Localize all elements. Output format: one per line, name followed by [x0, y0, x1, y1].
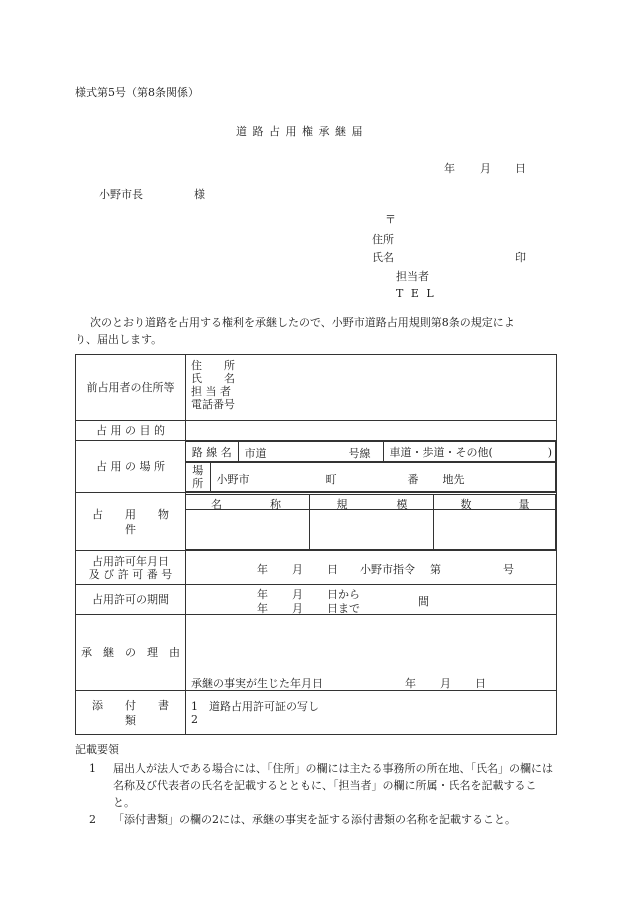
permit-dai: 第	[430, 563, 441, 576]
route-field[interactable]	[238, 442, 383, 462]
notes-heading: 記載要領	[75, 743, 119, 756]
chisaki-label: 地先	[442, 473, 465, 486]
col-qty-1: 数	[460, 497, 472, 511]
permit-field[interactable]	[186, 551, 557, 585]
place-label-2: 所	[192, 477, 204, 490]
col-scale-header	[309, 494, 433, 509]
note-2-text: 「添付書類」の欄の2には、承継の事実を証する添付書類の名称を記載すること。	[113, 813, 516, 826]
reason-day: 日	[475, 677, 486, 690]
route-row	[186, 441, 556, 462]
period-row	[76, 585, 557, 615]
prev-name-label: 氏 名	[191, 372, 235, 385]
col-scale-1: 規	[336, 497, 348, 511]
route-number-label: 号線	[348, 447, 371, 460]
permit-day: 日	[327, 563, 338, 576]
object-name-field[interactable]	[186, 509, 309, 549]
applicant-address-label: 住所	[372, 233, 394, 246]
city-road-label: 市道	[244, 447, 267, 460]
postal-mark: 〒	[385, 213, 396, 226]
place-label	[186, 463, 210, 492]
date-month: 月	[480, 162, 491, 175]
col-qty-header	[433, 494, 556, 509]
intro-line-1: 次のとおり道路を占用する権利を承継したので、小野市道路占用規則第8条の規定によ	[90, 316, 515, 329]
location-row	[76, 441, 557, 493]
town-label: 町	[325, 473, 337, 486]
permit-label	[76, 551, 186, 585]
reason-field[interactable]	[186, 615, 557, 691]
note-item-2	[75, 811, 557, 828]
seal-mark: 印	[515, 251, 526, 264]
banchi-label: 番	[407, 473, 419, 486]
period-to-year: 年	[257, 602, 268, 615]
tel-label: T E L	[396, 287, 436, 300]
objects-row	[76, 493, 557, 551]
object-scale-field[interactable]	[309, 509, 433, 549]
city-label: 小野市	[216, 473, 250, 486]
period-field[interactable]	[186, 585, 557, 615]
period-label: 占用許可の期間	[76, 585, 186, 615]
reason-year: 年	[405, 677, 416, 690]
objects-grid	[186, 494, 556, 550]
col-name-1: 名	[211, 497, 222, 511]
period-kan: 間	[418, 595, 429, 608]
place-row	[186, 462, 556, 492]
reason-row	[76, 615, 557, 691]
objects-label: 占 用 物 件	[76, 493, 186, 551]
permit-row	[76, 551, 557, 585]
col-name-2: 称	[270, 497, 281, 511]
applicant-name-label: 氏名	[372, 251, 394, 264]
attachments-row	[76, 691, 557, 735]
purpose-row	[76, 421, 557, 441]
place-label-1: 場	[192, 464, 204, 477]
note-2-number: 2	[89, 813, 96, 826]
col-name-header	[186, 494, 309, 509]
permit-year: 年	[257, 563, 268, 576]
addressee-name: 小野市長	[99, 188, 143, 201]
prev-address-label: 住 所	[191, 359, 235, 372]
reason-occurred-label: 承継の事実が生じた年月日	[191, 677, 323, 690]
prev-occupant-row	[76, 355, 557, 421]
attachments-label: 添 付 書 類	[76, 691, 186, 735]
place-field[interactable]	[210, 463, 556, 492]
road-type-options: 車道・歩道・その他( )	[389, 445, 553, 459]
prev-occupant-field[interactable]	[186, 355, 557, 421]
contact-person-label: 担当者	[396, 270, 429, 283]
permit-label-2: 及 び 許 可 番 号	[88, 567, 173, 581]
period-from-day: 日から	[327, 588, 360, 601]
date-day: 日	[515, 162, 526, 175]
form-title: 道 路 占 用 権 承 継 届	[236, 125, 364, 138]
note-item-1	[75, 760, 557, 811]
note-1-text: 届出人が法人である場合には、「住所」の欄には主たる事務所の所在地、「氏名」の欄には名称及び代表者の氏名を記載するとともに、「担当者」の欄に所属・氏名を記載すること。	[113, 762, 553, 809]
col-qty-2: 量	[518, 497, 530, 511]
location-label: 占 用 の 場 所	[76, 441, 186, 493]
permit-label-1: 占用許可年月日	[92, 554, 169, 568]
object-qty-field[interactable]	[433, 509, 556, 549]
note-1-number: 1	[89, 762, 96, 775]
form-number: 様式第5号（第8条関係）	[75, 86, 199, 99]
permit-month: 月	[292, 563, 303, 576]
prev-phone-label: 電話番号	[191, 398, 235, 411]
reason-label: 承 継 の 理 由	[76, 615, 186, 691]
road-type-field[interactable]	[383, 442, 556, 462]
notification-table	[75, 354, 557, 735]
period-from-month: 月	[292, 588, 303, 601]
period-to-month: 月	[292, 602, 303, 615]
prev-contact-label: 担 当 者	[191, 385, 231, 398]
purpose-field[interactable]	[186, 421, 557, 441]
purpose-label: 占 用 の 目 的	[76, 421, 186, 441]
permit-directive: 小野市指令	[360, 563, 415, 576]
reason-month: 月	[440, 677, 451, 690]
intro-line-2: り、届出します。	[75, 333, 163, 346]
attachment-item-2: 2	[191, 712, 198, 726]
route-label: 路 線 名	[186, 442, 238, 462]
col-scale-2: 模	[396, 497, 408, 511]
prev-occupant-label: 前占用者の住所等	[76, 355, 186, 421]
date-year: 年	[444, 162, 455, 175]
addressee-honorific: 様	[194, 188, 205, 201]
attachment-item-1: 1 道路占用許可証の写し	[191, 699, 319, 713]
period-to-day: 日まで	[327, 602, 360, 615]
notes-section	[75, 741, 557, 828]
period-from-year: 年	[257, 588, 268, 601]
attachments-field[interactable]	[186, 691, 557, 735]
permit-go: 号	[503, 563, 514, 576]
